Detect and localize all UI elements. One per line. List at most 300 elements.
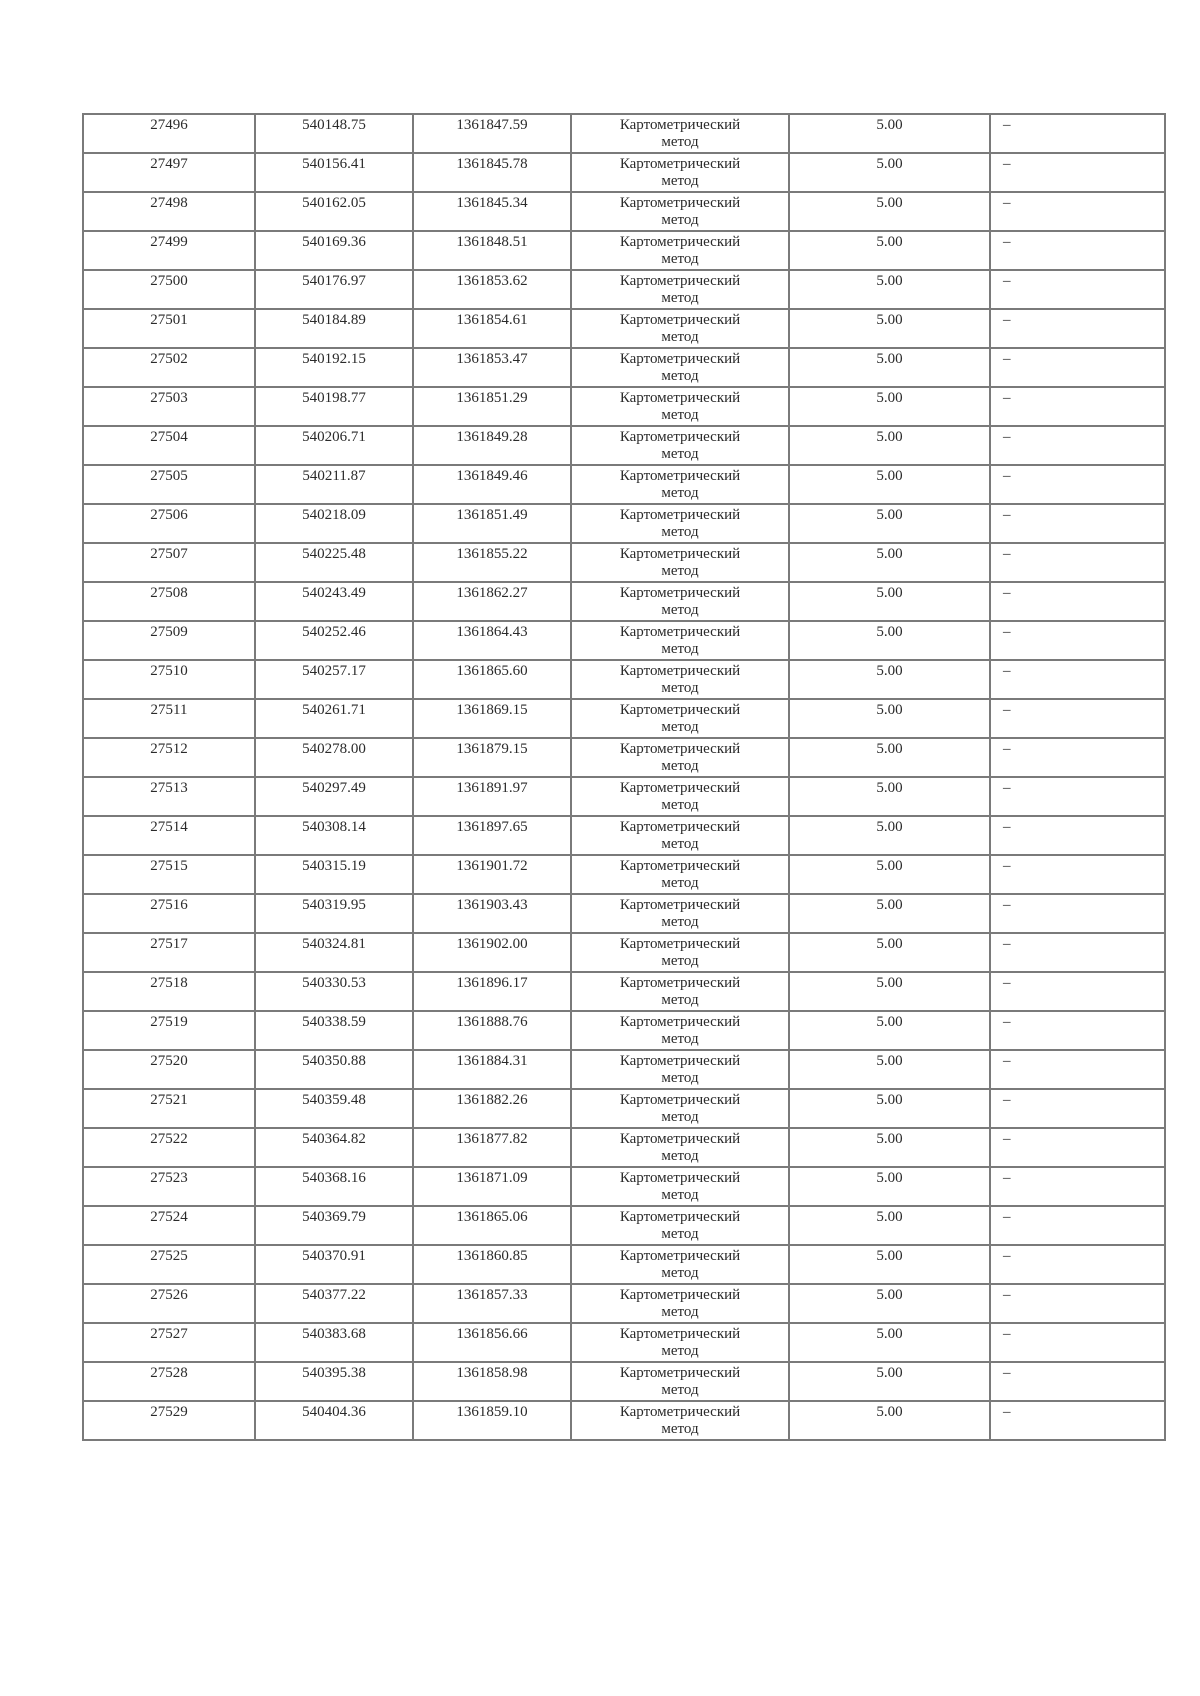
point-number-cell: 27503 — [83, 387, 255, 426]
method-line-1: Картометрический — [619, 780, 741, 796]
method-line-2: метод — [661, 1421, 699, 1437]
method-line-1: Картометрический — [619, 1053, 741, 1069]
coordinates-table — [82, 113, 1166, 1441]
x-coordinate-cell: 540350.88 — [255, 1050, 413, 1089]
y-coordinate-cell: 1361851.49 — [413, 504, 571, 543]
method-line-1: Картометрический — [619, 1287, 741, 1303]
table-row — [83, 738, 1165, 777]
point-number-cell: 27506 — [83, 504, 255, 543]
description-cell: – — [990, 777, 1165, 816]
accuracy-cell: 5.00 — [789, 114, 990, 153]
description-cell: – — [990, 153, 1165, 192]
y-coordinate-cell: 1361897.65 — [413, 816, 571, 855]
table-row — [83, 582, 1165, 621]
method-cell — [571, 1167, 789, 1206]
table-row — [83, 426, 1165, 465]
method-line-2: метод — [661, 953, 699, 969]
method-cell — [571, 894, 789, 933]
y-coordinate-cell: 1361884.31 — [413, 1050, 571, 1089]
method-line-2: метод — [661, 1148, 699, 1164]
table-row — [83, 1011, 1165, 1050]
method-cell — [571, 855, 789, 894]
accuracy-cell: 5.00 — [789, 1011, 990, 1050]
point-number-cell: 27521 — [83, 1089, 255, 1128]
x-coordinate-cell: 540315.19 — [255, 855, 413, 894]
accuracy-cell: 5.00 — [789, 1128, 990, 1167]
y-coordinate-cell: 1361849.46 — [413, 465, 571, 504]
method-cell — [571, 504, 789, 543]
accuracy-cell: 5.00 — [789, 855, 990, 894]
accuracy-cell: 5.00 — [789, 153, 990, 192]
point-number-cell: 27516 — [83, 894, 255, 933]
point-number-cell: 27525 — [83, 1245, 255, 1284]
table-row — [83, 465, 1165, 504]
accuracy-cell: 5.00 — [789, 1362, 990, 1401]
point-number-cell: 27505 — [83, 465, 255, 504]
x-coordinate-cell: 540218.09 — [255, 504, 413, 543]
method-line-1: Картометрический — [619, 156, 741, 172]
y-coordinate-cell: 1361882.26 — [413, 1089, 571, 1128]
table-row — [83, 192, 1165, 231]
accuracy-cell: 5.00 — [789, 738, 990, 777]
x-coordinate-cell: 540198.77 — [255, 387, 413, 426]
method-line-2: метод — [661, 1070, 699, 1086]
method-cell — [571, 777, 789, 816]
point-number-cell: 27509 — [83, 621, 255, 660]
method-cell — [571, 582, 789, 621]
description-cell: – — [990, 1284, 1165, 1323]
y-coordinate-cell: 1361857.33 — [413, 1284, 571, 1323]
method-cell — [571, 309, 789, 348]
x-coordinate-cell: 540338.59 — [255, 1011, 413, 1050]
table-row — [83, 933, 1165, 972]
table-body — [83, 114, 1165, 1440]
table-row — [83, 270, 1165, 309]
y-coordinate-cell: 1361859.10 — [413, 1401, 571, 1440]
accuracy-cell: 5.00 — [789, 1245, 990, 1284]
x-coordinate-cell: 540169.36 — [255, 231, 413, 270]
method-cell — [571, 231, 789, 270]
accuracy-cell: 5.00 — [789, 1167, 990, 1206]
method-line-2: метод — [661, 719, 699, 735]
accuracy-cell: 5.00 — [789, 270, 990, 309]
method-cell — [571, 192, 789, 231]
table-row — [83, 894, 1165, 933]
y-coordinate-cell: 1361903.43 — [413, 894, 571, 933]
point-number-cell: 27529 — [83, 1401, 255, 1440]
table-row — [83, 504, 1165, 543]
method-line-2: метод — [661, 1382, 699, 1398]
method-line-2: метод — [661, 875, 699, 891]
point-number-cell: 27517 — [83, 933, 255, 972]
method-line-1: Картометрический — [619, 312, 741, 328]
x-coordinate-cell: 540261.71 — [255, 699, 413, 738]
y-coordinate-cell: 1361853.47 — [413, 348, 571, 387]
description-cell: – — [990, 465, 1165, 504]
x-coordinate-cell: 540319.95 — [255, 894, 413, 933]
table-row — [83, 1284, 1165, 1323]
point-number-cell: 27513 — [83, 777, 255, 816]
method-cell — [571, 387, 789, 426]
description-cell: – — [990, 1128, 1165, 1167]
accuracy-cell: 5.00 — [789, 660, 990, 699]
method-line-1: Картометрический — [619, 117, 741, 133]
method-line-2: метод — [661, 173, 699, 189]
method-line-2: метод — [661, 992, 699, 1008]
x-coordinate-cell: 540243.49 — [255, 582, 413, 621]
y-coordinate-cell: 1361845.78 — [413, 153, 571, 192]
method-line-1: Картометрический — [619, 936, 741, 952]
y-coordinate-cell: 1361858.98 — [413, 1362, 571, 1401]
table-row — [83, 1167, 1165, 1206]
method-line-2: метод — [661, 290, 699, 306]
method-line-2: метод — [661, 1031, 699, 1047]
point-number-cell: 27511 — [83, 699, 255, 738]
point-number-cell: 27519 — [83, 1011, 255, 1050]
description-cell: – — [990, 1362, 1165, 1401]
point-number-cell: 27520 — [83, 1050, 255, 1089]
description-cell: – — [990, 1401, 1165, 1440]
method-cell — [571, 1284, 789, 1323]
method-cell — [571, 153, 789, 192]
method-cell — [571, 543, 789, 582]
y-coordinate-cell: 1361877.82 — [413, 1128, 571, 1167]
method-cell — [571, 933, 789, 972]
x-coordinate-cell: 540257.17 — [255, 660, 413, 699]
point-number-cell: 27508 — [83, 582, 255, 621]
method-cell — [571, 1128, 789, 1167]
description-cell: – — [990, 309, 1165, 348]
description-cell: – — [990, 933, 1165, 972]
y-coordinate-cell: 1361854.61 — [413, 309, 571, 348]
x-coordinate-cell: 540148.75 — [255, 114, 413, 153]
description-cell: – — [990, 738, 1165, 777]
table-row — [83, 114, 1165, 153]
point-number-cell: 27514 — [83, 816, 255, 855]
description-cell: – — [990, 387, 1165, 426]
method-line-2: метод — [661, 446, 699, 462]
point-number-cell: 27527 — [83, 1323, 255, 1362]
x-coordinate-cell: 540206.71 — [255, 426, 413, 465]
description-cell: – — [990, 1050, 1165, 1089]
method-cell — [571, 1245, 789, 1284]
x-coordinate-cell: 540404.36 — [255, 1401, 413, 1440]
method-line-2: метод — [661, 1265, 699, 1281]
accuracy-cell: 5.00 — [789, 192, 990, 231]
method-line-1: Картометрический — [619, 390, 741, 406]
point-number-cell: 27524 — [83, 1206, 255, 1245]
method-line-1: Картометрический — [619, 546, 741, 562]
method-line-2: метод — [661, 641, 699, 657]
method-line-2: метод — [661, 1109, 699, 1125]
table-row — [83, 1323, 1165, 1362]
accuracy-cell: 5.00 — [789, 816, 990, 855]
y-coordinate-cell: 1361847.59 — [413, 114, 571, 153]
y-coordinate-cell: 1361862.27 — [413, 582, 571, 621]
method-line-1: Картометрический — [619, 1365, 741, 1381]
x-coordinate-cell: 540359.48 — [255, 1089, 413, 1128]
table-row — [83, 699, 1165, 738]
description-cell: – — [990, 114, 1165, 153]
accuracy-cell: 5.00 — [789, 777, 990, 816]
method-line-1: Картометрический — [619, 1014, 741, 1030]
method-cell — [571, 270, 789, 309]
x-coordinate-cell: 540252.46 — [255, 621, 413, 660]
y-coordinate-cell: 1361853.62 — [413, 270, 571, 309]
x-coordinate-cell: 540330.53 — [255, 972, 413, 1011]
y-coordinate-cell: 1361856.66 — [413, 1323, 571, 1362]
method-line-2: метод — [661, 914, 699, 930]
y-coordinate-cell: 1361869.15 — [413, 699, 571, 738]
method-line-2: метод — [661, 329, 699, 345]
point-number-cell: 27500 — [83, 270, 255, 309]
method-line-2: метод — [661, 368, 699, 384]
table-row — [83, 1206, 1165, 1245]
method-cell — [571, 1206, 789, 1245]
method-cell — [571, 621, 789, 660]
table-row — [83, 1245, 1165, 1284]
x-coordinate-cell: 540383.68 — [255, 1323, 413, 1362]
description-cell: – — [990, 543, 1165, 582]
method-cell — [571, 465, 789, 504]
accuracy-cell: 5.00 — [789, 1401, 990, 1440]
method-line-1: Картометрический — [619, 585, 741, 601]
x-coordinate-cell: 540395.38 — [255, 1362, 413, 1401]
point-number-cell: 27504 — [83, 426, 255, 465]
method-cell — [571, 348, 789, 387]
accuracy-cell: 5.00 — [789, 387, 990, 426]
accuracy-cell: 5.00 — [789, 1206, 990, 1245]
description-cell: – — [990, 1089, 1165, 1128]
method-line-2: метод — [661, 563, 699, 579]
accuracy-cell: 5.00 — [789, 348, 990, 387]
y-coordinate-cell: 1361865.60 — [413, 660, 571, 699]
description-cell: – — [990, 699, 1165, 738]
y-coordinate-cell: 1361896.17 — [413, 972, 571, 1011]
y-coordinate-cell: 1361902.00 — [413, 933, 571, 972]
accuracy-cell: 5.00 — [789, 543, 990, 582]
method-line-1: Картометрический — [619, 975, 741, 991]
point-number-cell: 27501 — [83, 309, 255, 348]
method-cell — [571, 738, 789, 777]
x-coordinate-cell: 540176.97 — [255, 270, 413, 309]
description-cell: – — [990, 1206, 1165, 1245]
method-line-1: Картометрический — [619, 1404, 741, 1420]
method-cell — [571, 699, 789, 738]
y-coordinate-cell: 1361855.22 — [413, 543, 571, 582]
table-row — [83, 972, 1165, 1011]
method-cell — [571, 1089, 789, 1128]
y-coordinate-cell: 1361851.29 — [413, 387, 571, 426]
description-cell: – — [990, 504, 1165, 543]
method-line-2: метод — [661, 251, 699, 267]
table-row — [83, 153, 1165, 192]
x-coordinate-cell: 540278.00 — [255, 738, 413, 777]
description-cell: – — [990, 972, 1165, 1011]
x-coordinate-cell: 540324.81 — [255, 933, 413, 972]
table-row — [83, 231, 1165, 270]
y-coordinate-cell: 1361901.72 — [413, 855, 571, 894]
point-number-cell: 27497 — [83, 153, 255, 192]
accuracy-cell: 5.00 — [789, 699, 990, 738]
accuracy-cell: 5.00 — [789, 582, 990, 621]
table-row — [83, 660, 1165, 699]
method-line-1: Картометрический — [619, 1092, 741, 1108]
accuracy-cell: 5.00 — [789, 933, 990, 972]
point-number-cell: 27507 — [83, 543, 255, 582]
table-row — [83, 1128, 1165, 1167]
method-line-1: Картометрический — [619, 429, 741, 445]
method-line-1: Картометрический — [619, 195, 741, 211]
x-coordinate-cell: 540364.82 — [255, 1128, 413, 1167]
method-cell — [571, 1401, 789, 1440]
method-line-1: Картометрический — [619, 1248, 741, 1264]
y-coordinate-cell: 1361871.09 — [413, 1167, 571, 1206]
method-line-1: Картометрический — [619, 351, 741, 367]
method-line-1: Картометрический — [619, 858, 741, 874]
table-row — [83, 1362, 1165, 1401]
accuracy-cell: 5.00 — [789, 1284, 990, 1323]
method-line-1: Картометрический — [619, 702, 741, 718]
description-cell: – — [990, 1167, 1165, 1206]
table-row — [83, 1050, 1165, 1089]
accuracy-cell: 5.00 — [789, 426, 990, 465]
method-cell — [571, 1362, 789, 1401]
table-row — [83, 348, 1165, 387]
x-coordinate-cell: 540211.87 — [255, 465, 413, 504]
description-cell: – — [990, 582, 1165, 621]
point-number-cell: 27518 — [83, 972, 255, 1011]
method-line-2: метод — [661, 407, 699, 423]
description-cell: – — [990, 816, 1165, 855]
point-number-cell: 27498 — [83, 192, 255, 231]
accuracy-cell: 5.00 — [789, 1323, 990, 1362]
table-row — [83, 855, 1165, 894]
table-row — [83, 816, 1165, 855]
x-coordinate-cell: 540297.49 — [255, 777, 413, 816]
table-row — [83, 777, 1165, 816]
method-cell — [571, 660, 789, 699]
accuracy-cell: 5.00 — [789, 1050, 990, 1089]
method-cell — [571, 1050, 789, 1089]
accuracy-cell: 5.00 — [789, 504, 990, 543]
method-cell — [571, 816, 789, 855]
x-coordinate-cell: 540308.14 — [255, 816, 413, 855]
description-cell: – — [990, 192, 1165, 231]
description-cell: – — [990, 1323, 1165, 1362]
description-cell: – — [990, 660, 1165, 699]
method-line-1: Картометрический — [619, 507, 741, 523]
x-coordinate-cell: 540369.79 — [255, 1206, 413, 1245]
point-number-cell: 27528 — [83, 1362, 255, 1401]
method-cell — [571, 1323, 789, 1362]
table-row — [83, 309, 1165, 348]
method-line-2: метод — [661, 1304, 699, 1320]
y-coordinate-cell: 1361848.51 — [413, 231, 571, 270]
table-row — [83, 387, 1165, 426]
method-line-2: метод — [661, 1343, 699, 1359]
table-row — [83, 621, 1165, 660]
point-number-cell: 27523 — [83, 1167, 255, 1206]
point-number-cell: 27499 — [83, 231, 255, 270]
description-cell: – — [990, 855, 1165, 894]
table-row — [83, 1401, 1165, 1440]
method-line-1: Картометрический — [619, 741, 741, 757]
table-row — [83, 1089, 1165, 1128]
description-cell: – — [990, 231, 1165, 270]
method-line-1: Картометрический — [619, 1209, 741, 1225]
y-coordinate-cell: 1361888.76 — [413, 1011, 571, 1050]
y-coordinate-cell: 1361845.34 — [413, 192, 571, 231]
method-line-2: метод — [661, 758, 699, 774]
y-coordinate-cell: 1361860.85 — [413, 1245, 571, 1284]
point-number-cell: 27502 — [83, 348, 255, 387]
method-line-1: Картометрический — [619, 819, 741, 835]
method-line-1: Картометрический — [619, 468, 741, 484]
x-coordinate-cell: 540156.41 — [255, 153, 413, 192]
method-line-1: Картометрический — [619, 273, 741, 289]
method-line-2: метод — [661, 134, 699, 150]
point-number-cell: 27510 — [83, 660, 255, 699]
point-number-cell: 27496 — [83, 114, 255, 153]
x-coordinate-cell: 540184.89 — [255, 309, 413, 348]
y-coordinate-cell: 1361849.28 — [413, 426, 571, 465]
method-cell — [571, 114, 789, 153]
method-line-1: Картометрический — [619, 624, 741, 640]
x-coordinate-cell: 540225.48 — [255, 543, 413, 582]
x-coordinate-cell: 540162.05 — [255, 192, 413, 231]
method-line-1: Картометрический — [619, 1170, 741, 1186]
y-coordinate-cell: 1361865.06 — [413, 1206, 571, 1245]
method-line-2: метод — [661, 836, 699, 852]
point-number-cell: 27522 — [83, 1128, 255, 1167]
method-cell — [571, 1011, 789, 1050]
method-line-2: метод — [661, 485, 699, 501]
description-cell: – — [990, 1011, 1165, 1050]
method-line-1: Картометрический — [619, 234, 741, 250]
method-line-1: Картометрический — [619, 1326, 741, 1342]
method-cell — [571, 972, 789, 1011]
method-line-2: метод — [661, 1226, 699, 1242]
method-cell — [571, 426, 789, 465]
x-coordinate-cell: 540192.15 — [255, 348, 413, 387]
method-line-1: Картометрический — [619, 663, 741, 679]
y-coordinate-cell: 1361864.43 — [413, 621, 571, 660]
method-line-2: метод — [661, 602, 699, 618]
accuracy-cell: 5.00 — [789, 621, 990, 660]
accuracy-cell: 5.00 — [789, 309, 990, 348]
method-line-2: метод — [661, 680, 699, 696]
description-cell: – — [990, 348, 1165, 387]
accuracy-cell: 5.00 — [789, 1089, 990, 1128]
description-cell: – — [990, 270, 1165, 309]
x-coordinate-cell: 540368.16 — [255, 1167, 413, 1206]
method-line-1: Картометрический — [619, 897, 741, 913]
point-number-cell: 27515 — [83, 855, 255, 894]
accuracy-cell: 5.00 — [789, 894, 990, 933]
accuracy-cell: 5.00 — [789, 465, 990, 504]
y-coordinate-cell: 1361879.15 — [413, 738, 571, 777]
method-line-2: метод — [661, 797, 699, 813]
x-coordinate-cell: 540377.22 — [255, 1284, 413, 1323]
description-cell: – — [990, 1245, 1165, 1284]
x-coordinate-cell: 540370.91 — [255, 1245, 413, 1284]
table-row — [83, 543, 1165, 582]
method-line-2: метод — [661, 524, 699, 540]
description-cell: – — [990, 621, 1165, 660]
accuracy-cell: 5.00 — [789, 972, 990, 1011]
method-line-1: Картометрический — [619, 1131, 741, 1147]
